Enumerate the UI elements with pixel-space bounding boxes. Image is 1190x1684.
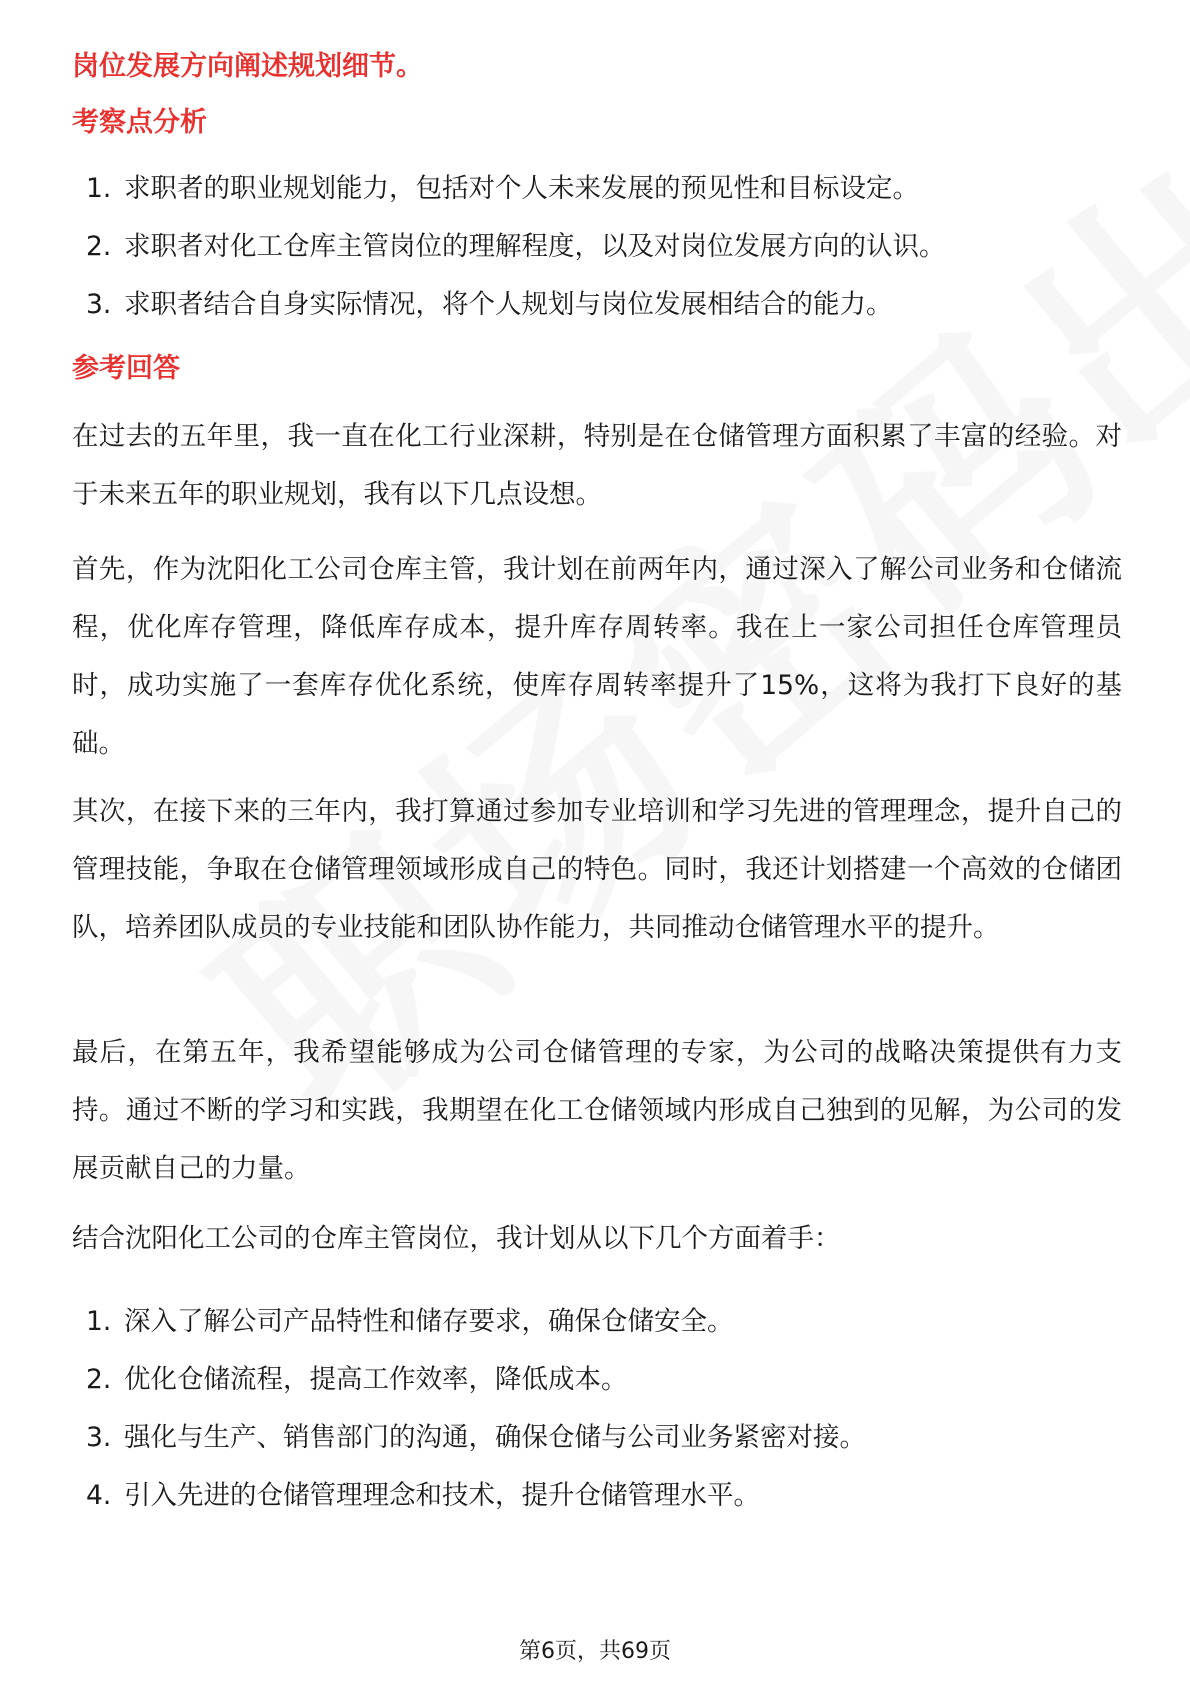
list-item-text: 求职者对化工仓库主管岗位的理解程度，以及对岗位发展方向的认识。 xyxy=(124,231,946,262)
list-item-number: 2. xyxy=(86,1364,112,1395)
intro-heading: 岗位发展方向阐述规划细节。 xyxy=(72,51,423,82)
list-item xyxy=(86,1293,866,1351)
analysis-list xyxy=(86,160,946,334)
list-item-number: 3. xyxy=(86,289,112,320)
list-item xyxy=(86,1467,866,1525)
answer-paragraph: 最后，在第五年，我希望能够成为公司仓储管理的专家，为公司的战略决策提供有力支持。通过不断的学习和实践，我期望在化工仓储领域内形成自己独到的见解，为公司的发展贡献自己的力量。 xyxy=(72,1037,1122,1184)
answer-paragraph: 结合沈阳化工公司的仓库主管岗位，我计划从以下几个方面着手： xyxy=(72,1223,841,1254)
answer-paragraph: 在过去的五年里，我一直在化工行业深耕，特别是在仓储管理方面积累了丰富的经验。对于未来五年的职业规划，我有以下几点设想。 xyxy=(72,421,1122,510)
list-item-number: 4. xyxy=(86,1480,112,1511)
analysis-heading: 考察点分析 xyxy=(72,107,207,138)
list-item-text: 优化仓储流程，提高工作效率，降低成本。 xyxy=(124,1364,628,1395)
list-item xyxy=(86,276,946,334)
list-item xyxy=(86,1351,866,1409)
list-item-text: 深入了解公司产品特性和储存要求，确保仓储安全。 xyxy=(124,1306,734,1337)
answer-paragraph: 首先，作为沈阳化工公司仓库主管，我计划在前两年内，通过深入了解公司业务和仓储流程，优化库存管理，降低库存成本，提升库存周转率。我在上一家公司担任仓库管理员时，成功实施了一套库存优化系统，使库存周转率提升了15%，这将为我打下良好的基础。 xyxy=(72,554,1122,759)
list-item-number: 2. xyxy=(86,231,112,262)
list-item-text: 求职者的职业规划能力，包括对个人未来发展的预见性和目标设定。 xyxy=(124,173,919,204)
answer-list xyxy=(86,1293,866,1525)
list-item-text: 求职者结合自身实际情况，将个人规划与岗位发展相结合的能力。 xyxy=(124,289,893,320)
answer-paragraph: 其次，在接下来的三年内，我打算通过参加专业培训和学习先进的管理理念，提升自己的管理技能，争取在仓储管理领域形成自己的特色。同时，我还计划搭建一个高效的仓储团队，培养团队成员的专业技能和团队协作能力，共同推动仓储管理水平的提升。 xyxy=(72,796,1122,943)
list-item-text: 强化与生产、销售部门的沟通，确保仓储与公司业务紧密对接。 xyxy=(124,1422,866,1453)
list-item-number: 1. xyxy=(86,1306,112,1337)
list-item-text: 引入先进的仓储管理理念和技术，提升仓储管理水平。 xyxy=(124,1480,760,1511)
list-item xyxy=(86,1409,866,1467)
list-item-number: 1. xyxy=(86,173,112,204)
list-item xyxy=(86,160,946,218)
list-item xyxy=(86,218,946,276)
list-item-number: 3. xyxy=(86,1422,112,1453)
page-footer: 第6页，共69页 xyxy=(519,1639,671,1664)
answer-heading: 参考回答 xyxy=(72,353,180,384)
